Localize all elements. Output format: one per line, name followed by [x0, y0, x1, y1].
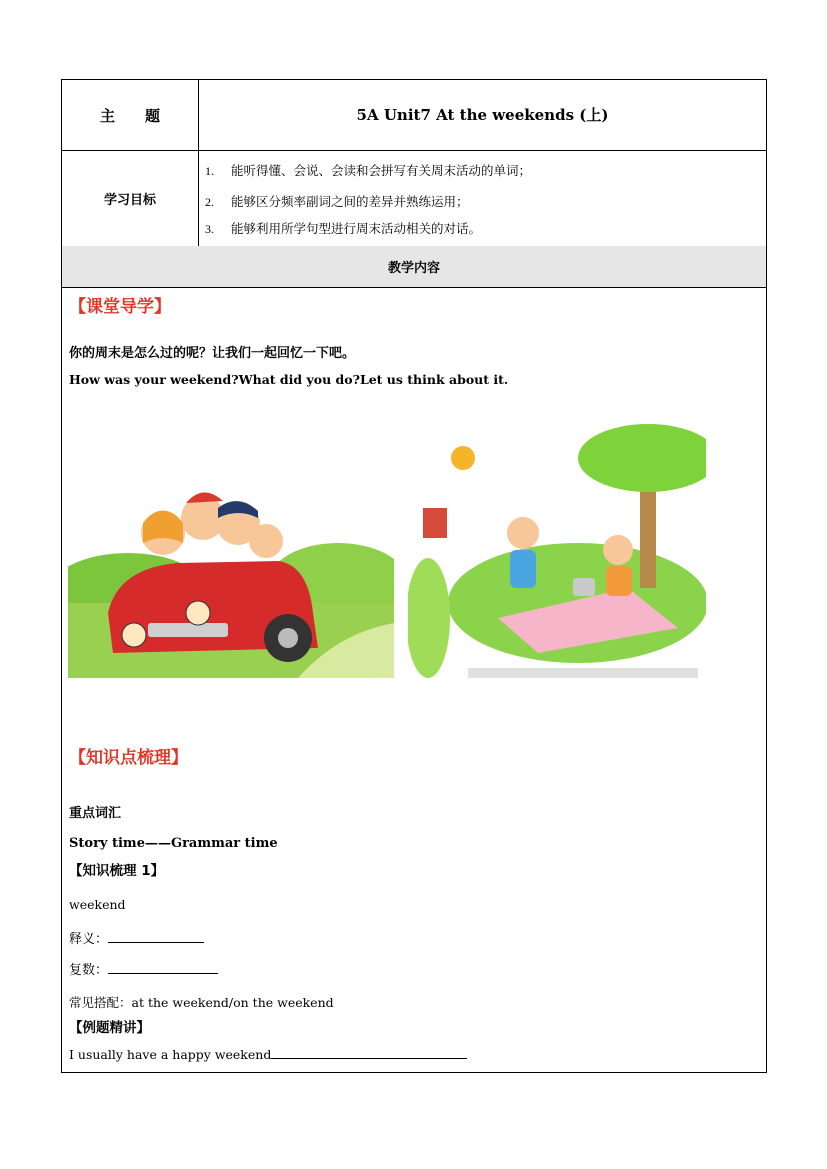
person-head: [249, 524, 283, 558]
goal-text: 能够区分频率副词之间的差异并熟练运用；: [231, 194, 469, 209]
word-text: weekend: [69, 897, 126, 912]
family-car-illustration: [68, 463, 394, 678]
goals-list: [199, 150, 766, 246]
goal-text: 能够利用所学句型进行周末活动相关的对话。: [231, 221, 482, 236]
girl-head: [603, 535, 633, 565]
example-line: [69, 1046, 467, 1062]
car-headlight: [122, 623, 146, 647]
sub-heading-1: 【知识梳理 1】: [69, 863, 165, 879]
goals-label: 学习目标: [103, 192, 156, 208]
goal-number: 2.: [205, 195, 214, 209]
car-grille: [148, 623, 228, 637]
lesson-table: [61, 79, 767, 1073]
topic-label-cell: [62, 80, 199, 150]
range-text: Story time——Grammar time: [69, 836, 278, 851]
plural-blank[interactable]: [108, 961, 218, 974]
meaning-label: 释义：: [69, 932, 109, 947]
topic-label: 主 题: [99, 106, 160, 125]
lead-heading: 【课堂导学】: [69, 297, 171, 317]
goal-item: [205, 192, 469, 210]
lead-question-en: How was your weekend?What did you do?Let us think about it.: [69, 372, 509, 387]
picnic-illustration: [408, 418, 706, 683]
goal-item: [205, 161, 531, 179]
well-roof: [423, 508, 447, 538]
pot-shape: [573, 578, 595, 596]
goal-item: [205, 219, 481, 237]
plural-label: 复数：: [69, 963, 109, 978]
section-header-row: [62, 246, 766, 288]
knowledge-heading: 【知识点梳理】: [69, 748, 188, 768]
girl-body: [606, 566, 632, 596]
goal-number: 1.: [205, 164, 214, 178]
topic-value-cell: [199, 80, 766, 150]
lead-question-cn: 你的周末是怎么过的呢？让我们一起回忆一下吧。: [69, 346, 356, 361]
section-header: 教学内容: [387, 261, 440, 276]
tree-crown: [578, 424, 706, 492]
goal-text: 能听得懂、会说、会读和会拼写有关周末活动的单词；: [231, 163, 532, 178]
goals-row: [62, 150, 766, 247]
topic-value: 5A Unit7 At the weekends (上): [356, 106, 609, 124]
boy-head: [507, 517, 539, 549]
collocation-text: 常见搭配：at the weekend/on the weekend: [69, 995, 334, 1010]
teaching-content: [62, 288, 766, 1072]
vocab-title: 重点词汇: [69, 806, 122, 821]
meadow-shape: [408, 558, 450, 678]
tree-trunk: [640, 478, 656, 588]
meaning-blank[interactable]: [108, 930, 204, 943]
car-hubcap: [278, 628, 298, 648]
example-heading: 【例题精讲】: [69, 1020, 150, 1036]
topic-row: [62, 80, 766, 151]
car-headlight: [186, 601, 210, 625]
goal-number: 3.: [205, 222, 214, 236]
plural-line: [69, 959, 218, 978]
meaning-line: [69, 928, 204, 947]
blur-strip: [468, 668, 698, 678]
example-blank[interactable]: [271, 1046, 467, 1059]
boy-body: [510, 550, 536, 588]
goals-label-cell: [62, 150, 199, 246]
sun-icon: [451, 446, 475, 470]
example-sentence: I usually have a happy weekend: [69, 1047, 272, 1062]
